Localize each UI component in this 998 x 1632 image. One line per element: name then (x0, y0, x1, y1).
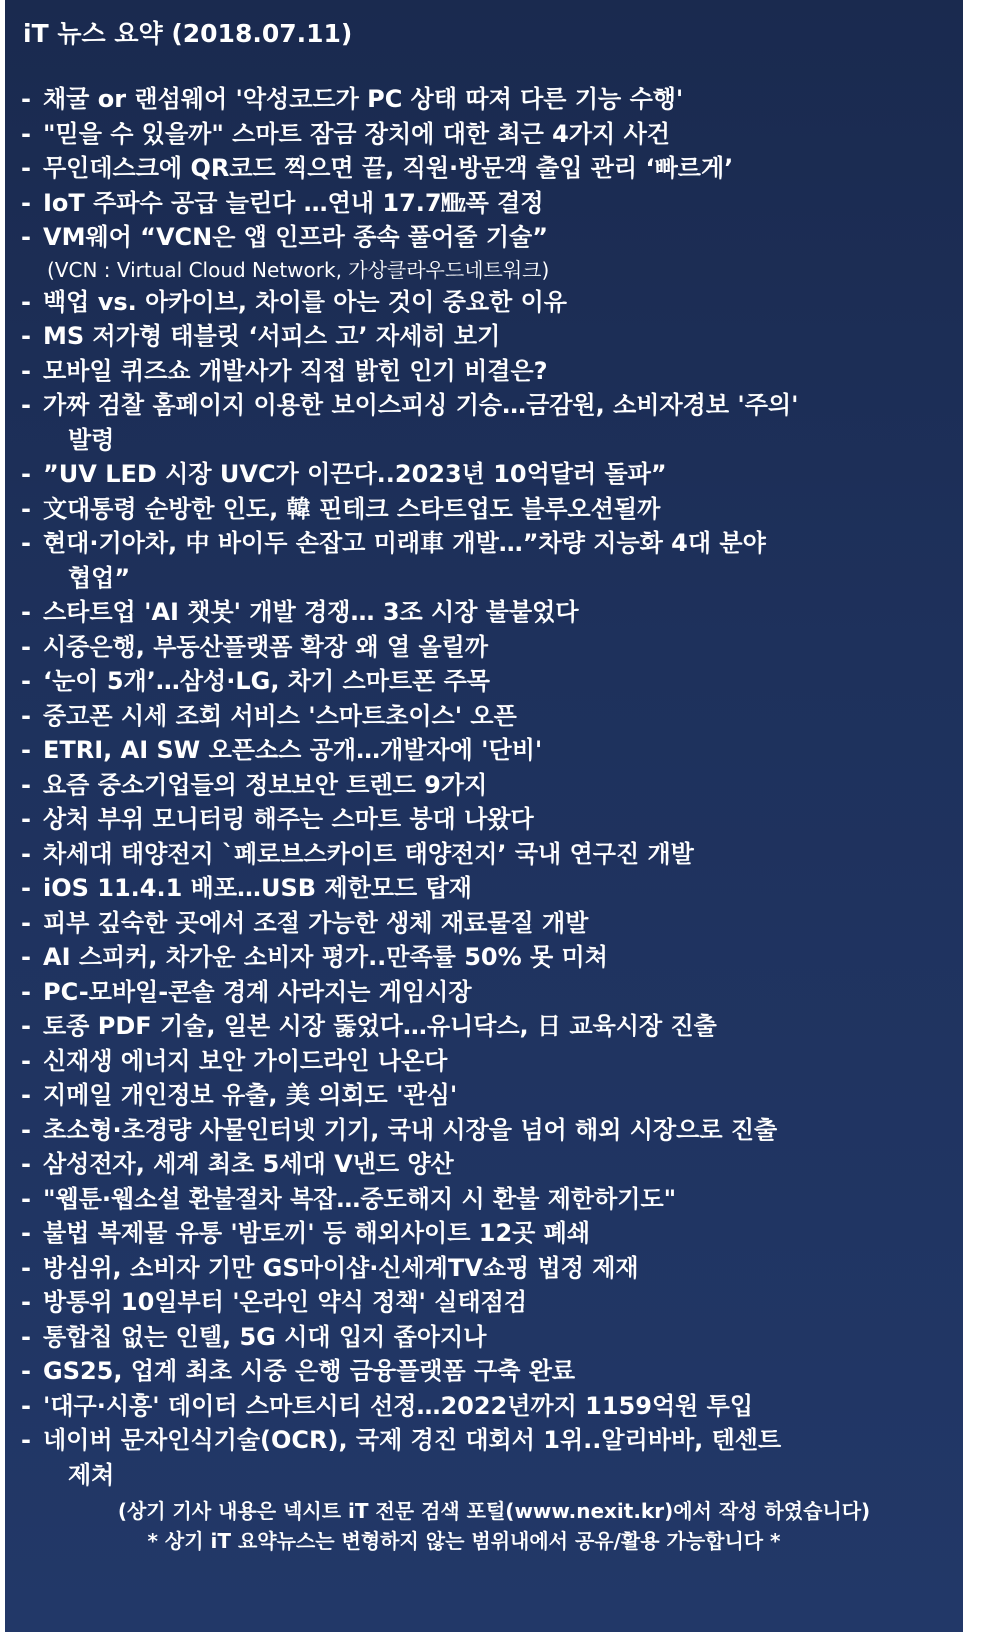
bullet-dash: - (21, 1322, 31, 1351)
news-headline (43, 388, 949, 457)
headline-text: PC-모바일-콘솔 경계 사라지는 게임시장 (43, 977, 472, 1006)
news-headline (43, 151, 949, 186)
list-item (19, 388, 949, 457)
headline-text: VM웨어 “VCN은 앱 인프라 종속 풀어줄 기술” (43, 223, 548, 251)
news-headline (43, 871, 949, 906)
news-headline (43, 285, 949, 320)
headline-text: 지메일 개인정보 유출, 美 의회도 '관심' (43, 1081, 458, 1109)
news-summary-panel (5, 0, 963, 1632)
bullet-dash: - (21, 1184, 31, 1213)
news-headline (43, 1354, 949, 1389)
list-item (19, 1009, 949, 1044)
news-headline (43, 802, 949, 837)
bullet-dash: - (21, 154, 31, 182)
headline-text: 중고폰 시세 조회 서비스 '스마트초이스' 오픈 (43, 701, 517, 730)
headline-text: 불법 복제물 유통 '밤토끼' 등 해외사이트 12곳 폐쇄 (43, 1219, 591, 1247)
bullet-dash: - (21, 1288, 31, 1316)
list-item (19, 975, 949, 1010)
news-headline-row (19, 354, 949, 389)
news-headline (43, 492, 949, 527)
headline-text: 무인데스크에 QR코드 찍으면 끝, 직원·방문객 출입 관리 ‘빠르게’ (43, 154, 734, 182)
headline-text: 삼성전자, 세계 최초 5세대 V낸드 양산 (43, 1150, 454, 1178)
headline-text: GS25, 업계 최초 시중 은행 금융플랫폼 구축 완료 (43, 1357, 576, 1385)
list-item (19, 1078, 949, 1113)
bullet-dash: - (21, 701, 31, 730)
headline-text: ETRI, AI SW 오픈소스 공개…개발자에 '단비' (43, 736, 543, 764)
headline-note: (VCN : Virtual Cloud Network, 가상클라우드네트워크) (47, 257, 550, 282)
news-headline (43, 906, 949, 941)
bullet-dash: - (21, 1426, 31, 1454)
list-item (19, 1216, 949, 1251)
list-item (19, 1354, 949, 1389)
bullet-dash: - (21, 977, 31, 1006)
list-item (19, 1389, 949, 1424)
headline-text: 文대통령 순방한 인도, 韓 핀테크 스타트업도 블루오션될까 (43, 494, 661, 523)
bullet-dash: - (21, 85, 31, 113)
bullet-dash: - (21, 736, 31, 764)
news-headline-row (19, 630, 949, 665)
list-item (19, 1044, 949, 1079)
bullet-dash: - (21, 1253, 31, 1282)
headline-text: 요즘 중소기업들의 정보보안 트렌드 9가지 (43, 770, 488, 799)
bullet-dash: - (21, 908, 31, 937)
news-headline-row (19, 1251, 949, 1286)
list-item (19, 526, 949, 595)
bullet-dash: - (21, 632, 31, 661)
news-headline-row (19, 664, 949, 699)
bullet-dash: - (21, 287, 31, 316)
list-item (19, 768, 949, 803)
bullet-dash: - (21, 874, 31, 902)
news-headline-row (19, 220, 949, 255)
news-headline-row (19, 1044, 949, 1079)
list-item (19, 151, 949, 186)
news-headline (43, 1182, 949, 1217)
footer (5, 1496, 963, 1556)
headline-text: IoT 주파수 공급 늘린다 …연내 17.7㎒폭 결정 (43, 188, 544, 217)
news-headline (43, 82, 949, 117)
bullet-dash: - (21, 494, 31, 523)
news-headline (43, 457, 949, 492)
bullet-dash: - (21, 1219, 31, 1247)
news-headline (43, 354, 949, 389)
news-headline (43, 1285, 949, 1320)
news-headline-row (19, 186, 949, 221)
headline-text: 채굴 or 랜섬웨어 '악성코드가 PC 상태 따져 다른 기능 수행' (43, 85, 684, 113)
news-headline (43, 1009, 949, 1044)
list-item (19, 117, 949, 152)
headline-text: ”UV LED 시장 UVC가 이끈다..2023년 10억달러 돌파” (43, 460, 667, 488)
headline-text: 초소형·초경량 사물인터넷 기기, 국내 시장을 넘어 해외 시장으로 진출 (43, 1115, 778, 1144)
news-headline-row (19, 1113, 949, 1148)
news-headline-row (19, 1147, 949, 1182)
news-headline (43, 220, 949, 255)
list-item (19, 595, 949, 630)
bullet-dash: - (21, 223, 31, 251)
headline-text: 백업 vs. 아카이브, 차이를 아는 것이 중요한 이유 (43, 287, 567, 316)
bullet-dash: - (21, 839, 31, 868)
news-headline-row (19, 151, 949, 186)
list-item (19, 1251, 949, 1286)
list-item (19, 664, 949, 699)
news-headline (43, 1216, 949, 1251)
news-headline (43, 1044, 949, 1079)
headline-continuation: 발령 (68, 425, 115, 454)
list-item (19, 1285, 949, 1320)
list-item (19, 733, 949, 768)
headline-text: "웹툰·웹소설 환불절차 복잡…중도해지 시 환불 제한하기도" (43, 1184, 677, 1213)
list-item (19, 220, 949, 285)
bullet-dash: - (21, 188, 31, 217)
list-item (19, 802, 949, 837)
headline-continuation: 제쳐 (68, 1460, 115, 1489)
headline-text: 스타트업 'AI 챗봇' 개발 경쟁… 3조 시장 불붙었다 (43, 598, 579, 626)
news-headline (43, 595, 949, 630)
bullet-dash: - (21, 1081, 31, 1109)
news-headline-row (19, 906, 949, 941)
news-headline-row (19, 1423, 949, 1492)
headline-text: 방심위, 소비자 기만 GS마이샵·신세계TV쇼핑 법정 제재 (43, 1253, 639, 1282)
headline-text: 통합칩 없는 인텔, 5G 시대 입지 좁아지나 (43, 1322, 487, 1351)
news-headline-row (19, 526, 949, 595)
bullet-dash: - (21, 943, 31, 971)
news-headline-row (19, 1216, 949, 1251)
headline-text: "믿을 수 있을까" 스마트 잠금 장치에 대한 최근 4가지 사건 (43, 119, 670, 148)
headline-text: 모바일 퀴즈쇼 개발사가 직접 밝힌 인기 비결은? (43, 356, 548, 385)
footer-usage-note: * 상기 iT 요약뉴스는 변형하지 않는 범위내에서 공유/활용 가능합니다 * (147, 1529, 781, 1553)
news-headline-row (19, 699, 949, 734)
list-item (19, 699, 949, 734)
headline-text: 네이버 문자인식기술(OCR), 국제 경진 대회서 1위..알리바바, 텐센트 (43, 1426, 782, 1454)
page-title: iT 뉴스 요약 (2018.07.11) (23, 19, 353, 48)
bullet-dash: - (21, 770, 31, 799)
headline-text: iOS 11.4.1 배포…USB 제한모드 탑재 (43, 874, 472, 902)
list-item (19, 630, 949, 665)
list-item (19, 82, 949, 117)
news-headline-row (19, 457, 949, 492)
footer-source-note: (상기 기사 내용은 넥시트 iT 전문 검색 포털(www.nexit.kr)에서 작성 하였습니다) (117, 1499, 871, 1523)
headline-text: 현대·기아차, 中 바이두 손잡고 미래車 개발…”차량 지능화 4대 분야 (43, 529, 766, 557)
headline-text: 상처 부위 모니터링 해주는 스마트 붕대 나왔다 (43, 805, 534, 833)
news-headline-row (19, 319, 949, 354)
news-headline (43, 699, 949, 734)
headline-text: 피부 깊숙한 곳에서 조절 가능한 생체 재료물질 개발 (43, 908, 589, 937)
news-headline (43, 1251, 949, 1286)
headline-text: 방통위 10일부터 '온라인 약식 정책' 실태점검 (43, 1288, 527, 1316)
news-list (19, 82, 949, 1492)
bullet-dash: - (21, 1150, 31, 1178)
news-headline-row (19, 1182, 949, 1217)
news-headline (43, 117, 949, 152)
bullet-dash: - (21, 322, 31, 350)
bullet-dash: - (21, 805, 31, 833)
news-headline (43, 1078, 949, 1113)
news-headline-row (19, 975, 949, 1010)
news-headline (43, 1113, 949, 1148)
bullet-dash: - (21, 598, 31, 626)
bullet-dash: - (21, 1357, 31, 1385)
news-headline (43, 1423, 949, 1492)
news-headline-row (19, 1389, 949, 1424)
news-headline-row (19, 1009, 949, 1044)
bullet-dash: - (21, 1046, 31, 1075)
news-headline-row (19, 1285, 949, 1320)
news-headline-row (19, 871, 949, 906)
bullet-dash: - (21, 356, 31, 385)
news-headline (43, 526, 949, 595)
headline-text: 시중은행, 부동산플랫폼 확장 왜 열 올릴까 (43, 632, 489, 661)
news-headline (43, 940, 949, 975)
bullet-dash: - (21, 529, 31, 557)
news-headline-row (19, 1320, 949, 1355)
news-headline (43, 1320, 949, 1355)
list-item (19, 871, 949, 906)
news-headline-row (19, 1078, 949, 1113)
headline-text: 토종 PDF 기술, 일본 시장 뚫었다…유니닥스, 日 교육시장 진출 (43, 1012, 717, 1040)
headline-text: AI 스피커, 차가운 소비자 평가..만족률 50% 못 미쳐 (43, 943, 608, 971)
news-headline (43, 664, 949, 699)
bullet-dash: - (21, 1012, 31, 1040)
news-headline-row (19, 1354, 949, 1389)
news-headline (43, 630, 949, 665)
bullet-dash: - (21, 1115, 31, 1144)
news-headline (43, 733, 949, 768)
list-item (19, 906, 949, 941)
news-headline (43, 975, 949, 1010)
news-headline (43, 1389, 949, 1424)
news-headline-row (19, 595, 949, 630)
news-headline-row (19, 802, 949, 837)
news-headline-row (19, 117, 949, 152)
news-headline-row (19, 388, 949, 457)
headline-text: 차세대 태양전지 `페로브스카이트 태양전지’ 국내 연구진 개발 (43, 839, 694, 868)
news-headline (43, 837, 949, 872)
news-headline-row (19, 733, 949, 768)
list-item (19, 1113, 949, 1148)
bullet-dash: - (21, 667, 31, 695)
news-headline (43, 319, 949, 354)
list-item (19, 1320, 949, 1355)
news-headline (43, 1147, 949, 1182)
list-item (19, 837, 949, 872)
headline-continuation: 협업” (68, 563, 131, 592)
list-item (19, 1147, 949, 1182)
news-headline-row (19, 940, 949, 975)
news-headline-row (19, 82, 949, 117)
list-item (19, 354, 949, 389)
list-item (19, 186, 949, 221)
news-headline (43, 186, 949, 221)
list-item (19, 492, 949, 527)
list-item (19, 1423, 949, 1492)
bullet-dash: - (21, 391, 31, 419)
headline-text: '대구·시흥' 데이터 스마트시티 선정…2022년까지 1159억원 투입 (43, 1391, 754, 1420)
news-headline-row (19, 492, 949, 527)
bullet-dash: - (21, 460, 31, 488)
list-item (19, 457, 949, 492)
list-item (19, 940, 949, 975)
headline-text: 신재생 에너지 보안 가이드라인 나온다 (43, 1046, 448, 1075)
headline-text: MS 저가형 태블릿 ‘서피스 고’ 자세히 보기 (43, 322, 501, 350)
list-item (19, 1182, 949, 1217)
news-headline-row (19, 768, 949, 803)
news-headline-row (19, 285, 949, 320)
bullet-dash: - (21, 119, 31, 148)
headline-text: 가짜 검찰 홈페이지 이용한 보이스피싱 기승…금감원, 소비자경보 '주의' (43, 391, 799, 419)
headline-text: ‘눈이 5개’…삼성·LG, 차기 스마트폰 주목 (43, 667, 490, 695)
list-item (19, 285, 949, 320)
news-headline (43, 768, 949, 803)
news-headline-row (19, 837, 949, 872)
bullet-dash: - (21, 1391, 31, 1420)
list-item (19, 319, 949, 354)
